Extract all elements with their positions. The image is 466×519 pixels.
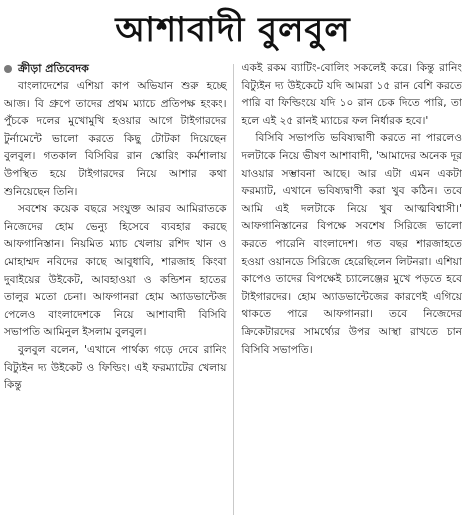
paragraph: সবশেষ কয়েক বছরে সংযুক্ত আরব আমিরাতকে নিজেদের হোম ভেন্যু হিসেবে ব্যবহার করছে আফগানিস্তান। নিয়মিত ম্যাচ খেলায় রশিদ খান ও মোহাম্মদ নবিদের কাছে আবুধাবি, শারজাহ কিংবা দুবাইয়ের উইকেট, আবহাওয়া ও কন্ডিশন হাতের তালুর মতো চেনা। আফগানরা হোম অ্যাডভান্টেজ পেলেও বাংলাদেশকে নিয়ে আশাবাদী বিসিবি সভাপতি আমিনুল ইসলাম বুলবুল। (4, 203, 227, 339)
left-column (4, 60, 233, 515)
right-column (234, 60, 463, 515)
article-body (4, 60, 462, 515)
bullet-icon (4, 65, 12, 73)
paragraph: বিসিবি সভাপতি ভবিষ্যদ্বাণী করতে না পারলেও দলটাকে নিয়ে ভীষণ আশাবাদী, 'আমাদের অনেক দূর যাওয়ার সম্ভাবনা আছে। আর এটা এমন একটা ফরম্যাট, এখানে ভবিষ্যদ্বাণী করা খুব কঠিন। তবে আমি এই দলটাকে নিয়ে খুব আত্মবিশ্বাসী।' আফগানিস্তানের বিপক্ষে সবশেষ সিরিজে ভালো করতে পারেনি বাংলাদেশ। গত বছর শারজাহতে হওয়া ওয়ানডে সিরিজে হেরেছিলেন লিটনরা। এশিয়া কাপেও তাদের বিপক্ষেই চ্যালেঞ্জের মুখে পড়তে হবে টাইগারদের। হোম অ্যাডভান্টেজের কারণেই এগিয়ে থাকতে পারে আফগানরা। তবে নিজেদের ক্রিকেটারদের সামর্থ্যের উপর আস্থা রাখতে চান বিসিবি সভাপতি। (241, 132, 462, 356)
byline-text: ক্রীড়া প্রতিবেদক (18, 62, 89, 75)
paragraph: একই রকম ব্যাটিং-বোলিং সকলেই করে। কিন্তু রানিং বিট্যুইন দ্য উইকেটে যদি আমরা ১৫ রান বেশি করতে পারি বা ফিল্ডিংয়ে যদি ১০ রান চেক দিতে পারি, তা হলে এই ২৫ রানই ম্যাচের ফল নির্ধারক হবে।' (241, 62, 462, 127)
byline (4, 60, 227, 78)
paragraph: বুলবুল বলেন, 'এখানে পার্থক্য গড়ে দেবে রানিং বিট্যুইন দ্য উইকেট ও ফিল্ডিং। এই ফরম্যাটের খেলায় কিন্তু (4, 343, 227, 392)
paragraph: বাংলাদেশের এশিয়া কাপ অভিযান শুরু হচ্ছে আজ। বি গ্রুপে তাদের প্রথম ম্যাচে প্রতিপক্ষ হংকং। পুঁচকে দলের মুখোমুখি হওয়ার আগে টাইগারদের টুর্নামেন্টে ভালো করতে কিছু টোটকা দিয়েছেন বুলবুল। গতকাল বিসিবির রান স্কোরিং কর্মশালায় উপস্থিত হয়ে টাইগারদের নিয়ে আশার কথা শুনিয়েছেন তিনি। (4, 80, 227, 198)
article-headline: আশাবাদী বুলবুল (115, 10, 351, 50)
